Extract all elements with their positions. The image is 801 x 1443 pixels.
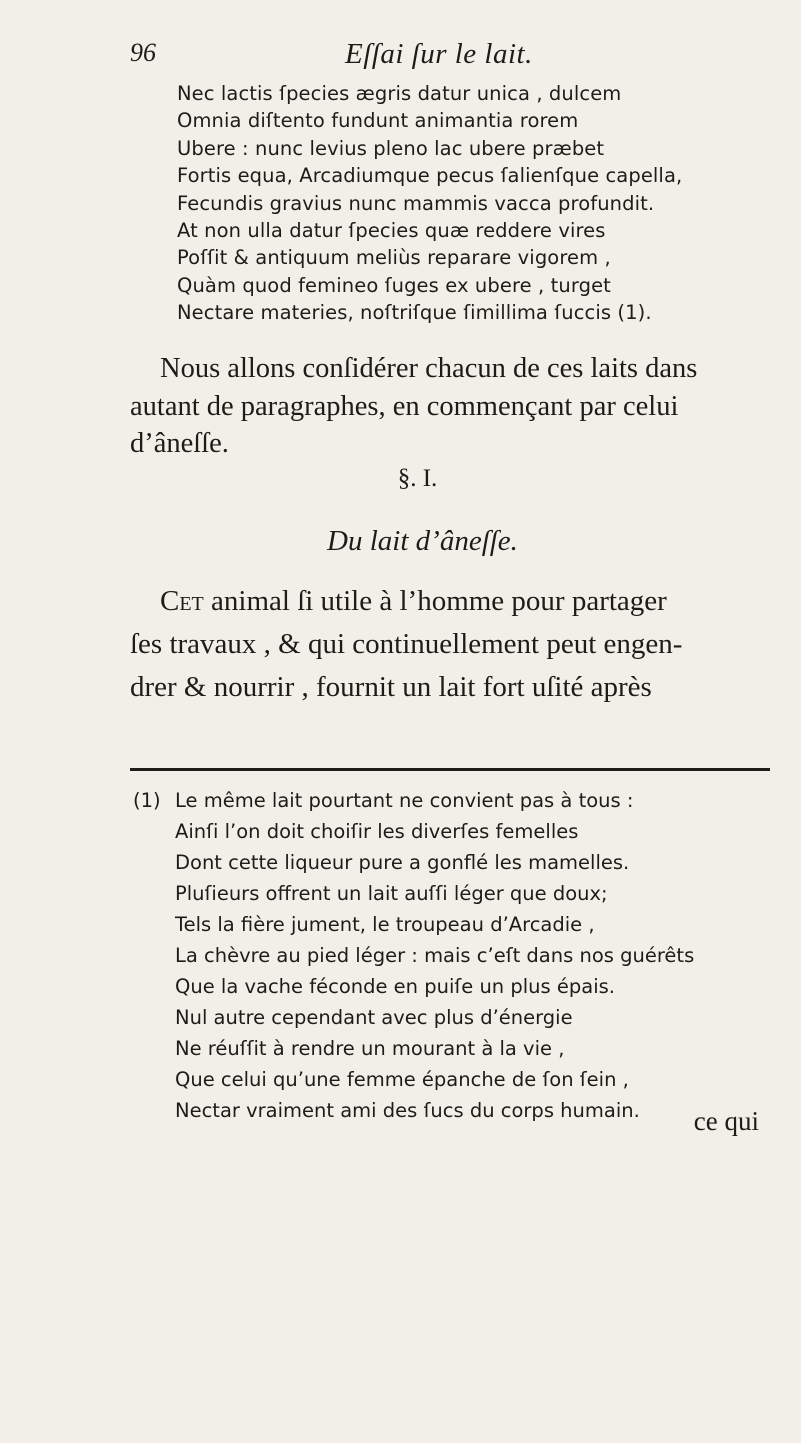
body-line: ſes travaux , & qui continuellement peut engen- [130,628,683,660]
verse-line: Ubere : nunc levius pleno lac ubere præbet [177,136,605,160]
verse-line: Fecundis gravius nunc mammis vacca profundit. [177,191,655,215]
footnote-line: Nectar vraiment ami des ſucs du corps humain. [175,1099,640,1122]
verse-line: Quàm quod femineo ſuges ex ubere , turget [177,273,611,297]
intro-paragraph [130,350,770,463]
footnote-rule [130,768,770,771]
body-paragraph [130,580,770,709]
footnote-line-text: Le même lait pourtant ne convient pas à tous : [175,789,634,812]
body-line: drer & nourrir , fournit un lait fort uſité après [130,671,652,703]
footnote-line: Dont cette liqueur pure a gonflé les mamelles. [175,851,630,874]
verse-line: Omnia diſtento fundunt animantia rorem [177,109,579,133]
footnote-line: La chèvre au pied léger : mais c’eſt dans nos guérêts [175,944,695,967]
prose-line: Nous allons conſidérer chacun de ces laits dans [160,353,698,384]
body-line-text: animal ſi utile à l’homme pour partager [203,585,667,617]
prose-line: autant de paragraphes, en commençant par celui [130,390,679,422]
footnote-line: Que la vache féconde en puiſe un plus épais. [175,975,615,998]
footnote-line [133,785,773,816]
footnote-marker: (1) [133,789,161,812]
footnote-line: Tels la fière jument, le troupeau d’Arcadie , [175,913,595,936]
verse-line: Nec lactis ſpecies ægris datur unica , dulcem [177,82,622,105]
footnote [133,785,773,1126]
verse-line: Poſſit & antiquum meliùs reparare vigorem , [177,246,611,270]
page-header [130,38,761,78]
verse-line: Fortis equa, Arcadiumque pecus ſalienſque capella, [177,164,683,188]
lead-word: Cet [160,585,204,617]
section-heading: Du lait d’âneſſe. [327,525,518,557]
footnote-line: Ainſi l’on doit choiſir les diverſes femelles [175,820,579,843]
verse-line: Nectare materies, noſtriſque ſimillima ſuccis (1). [177,301,652,325]
catchword: ce qui [693,1106,759,1136]
prose-line: d’âneſſe. [130,428,229,459]
footnote-line: Ne réuſſit à rendre un mourant à la vie , [175,1037,565,1060]
page-number: 96 [130,38,156,67]
footnote-line: Que celui qu’une femme épanche de ſon ſein , [175,1068,629,1091]
section-mark: §. I. [397,465,438,492]
verse-line: At non ulla datur ſpecies quæ reddere vires [177,219,606,243]
latin-verse [177,80,777,327]
footnote-line: Pluſieurs offrent un lait auſſi léger que doux; [175,882,608,905]
footnote-line: Nul autre cependant avec plus d’énergie [175,1006,573,1029]
running-title: Eſſai ſur le lait. [345,38,533,70]
body-line [130,580,770,623]
